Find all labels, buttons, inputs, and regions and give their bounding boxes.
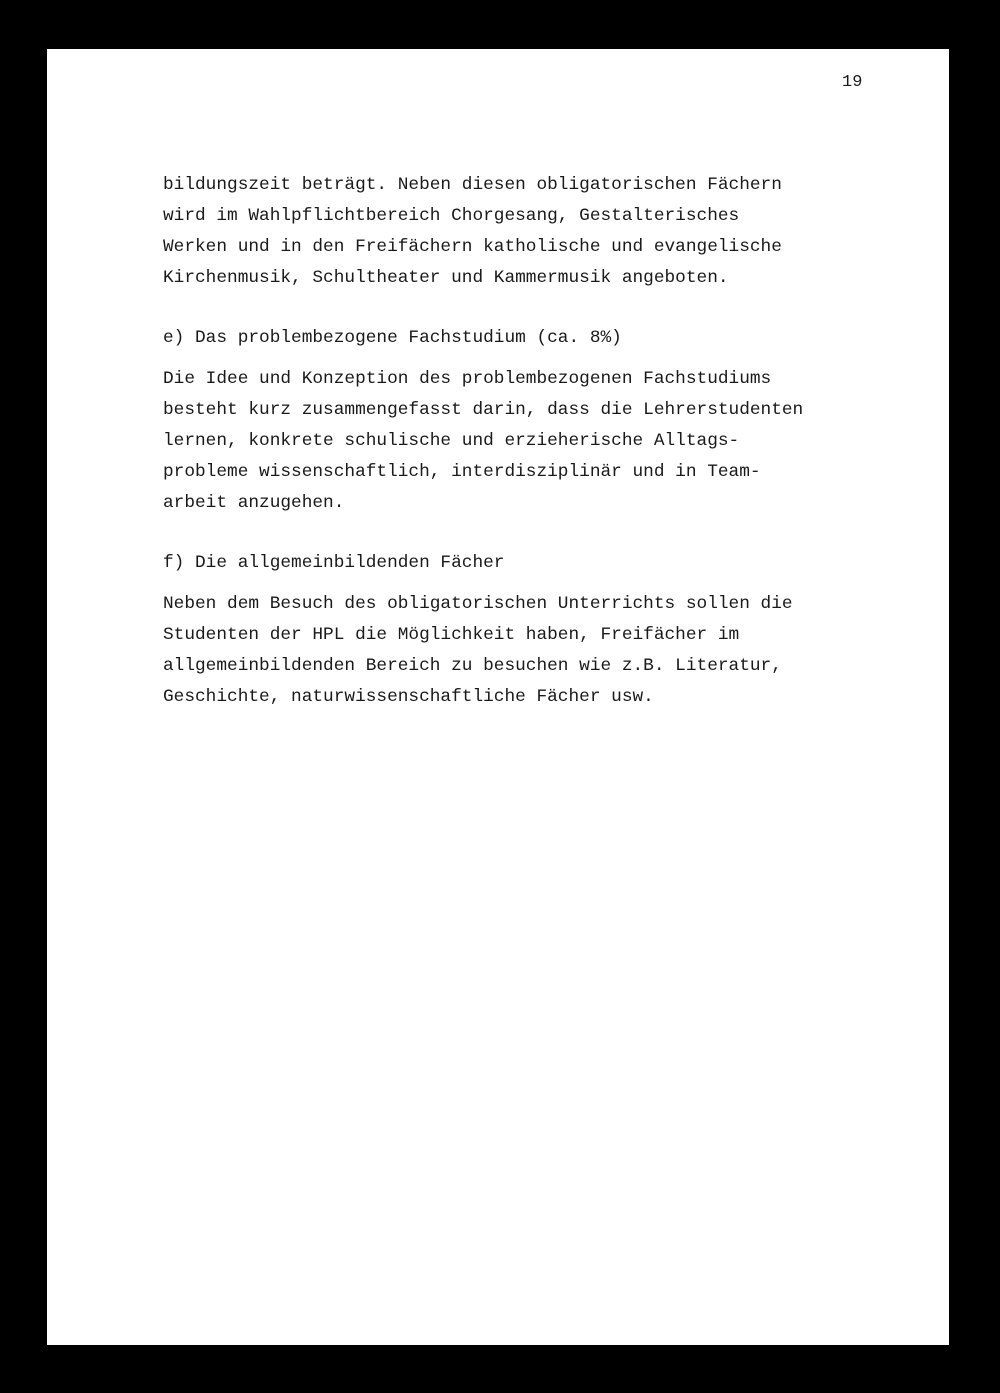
text-line: lernen, konkrete schulische und erzieherische Alltags- [163, 431, 740, 451]
section-e-heading: e) Das problembezogene Fachstudium (ca. 8%) [163, 328, 622, 348]
document-body [163, 170, 883, 713]
section-e-paragraph [163, 364, 883, 519]
paragraph-continued [163, 170, 883, 294]
page-number: 19 [842, 73, 863, 92]
text-line: wird im Wahlpflichtbereich Chorgesang, Gestalterisches [163, 206, 740, 226]
text-line: Kirchenmusik, Schultheater und Kammermusik angeboten. [163, 268, 729, 288]
text-line: Werken und in den Freifächern katholische und evangelische [163, 237, 782, 257]
text-line: arbeit anzugehen. [163, 493, 345, 513]
text-line: Geschichte, naturwissenschaftliche Fächer usw. [163, 687, 654, 707]
section-f-heading: f) Die allgemeinbildenden Fächer [163, 553, 505, 573]
text-line: allgemeinbildenden Bereich zu besuchen wie z.B. Literatur, [163, 656, 782, 676]
section-f-paragraph [163, 589, 883, 713]
text-line: probleme wissenschaftlich, interdisziplinär und in Team- [163, 462, 761, 482]
text-line: bildungszeit beträgt. Neben diesen obligatorischen Fächern [163, 175, 782, 195]
text-line: Die Idee und Konzeption des problembezogenen Fachstudiums [163, 369, 772, 389]
text-line: Neben dem Besuch des obligatorischen Unterrichts sollen die [163, 594, 793, 614]
text-line: besteht kurz zusammengefasst darin, dass die Lehrerstudenten [163, 400, 804, 420]
text-line: Studenten der HPL die Möglichkeit haben, Freifächer im [163, 625, 740, 645]
